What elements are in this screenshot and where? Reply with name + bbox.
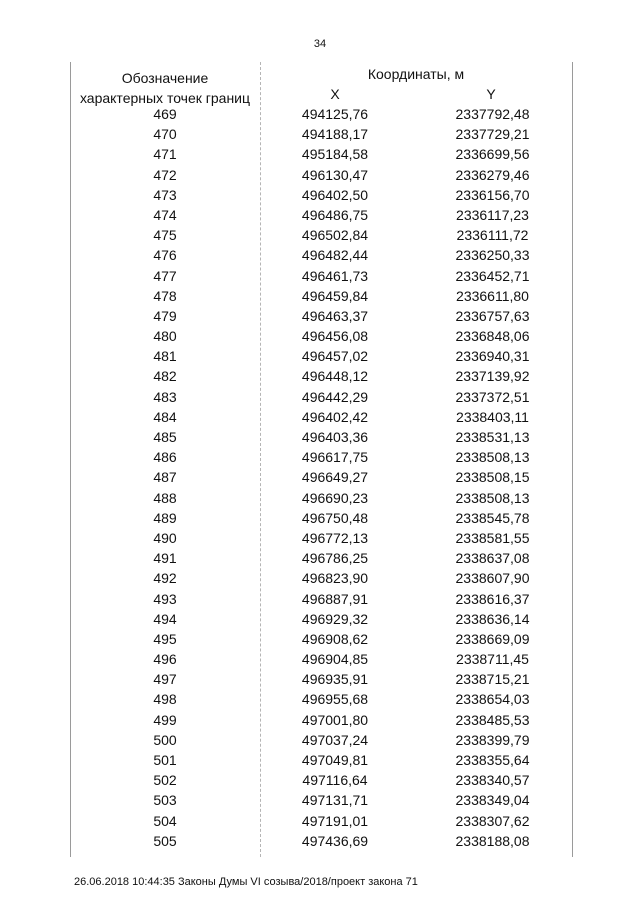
table-row bbox=[70, 669, 573, 689]
y-coordinate-cell: 2338545,78 bbox=[455, 509, 530, 526]
point-id-cell: 490 bbox=[153, 529, 177, 546]
table-row bbox=[70, 245, 573, 265]
y-coordinate-cell: 2338636,14 bbox=[455, 610, 530, 627]
x-coordinate-cell: 494125,76 bbox=[301, 106, 369, 122]
x-coordinate-cell: 497049,81 bbox=[301, 752, 369, 768]
header-point-designation bbox=[70, 68, 260, 108]
x-coordinate-cell: 496908,62 bbox=[301, 630, 369, 647]
y-coordinate-cell: 2338508,15 bbox=[455, 469, 530, 486]
y-coordinate-cell: 2338307,62 bbox=[455, 812, 530, 829]
y-coordinate-cell: 2336250,33 bbox=[455, 247, 530, 264]
table-row bbox=[70, 790, 573, 810]
x-coordinate-cell: 497131,71 bbox=[301, 792, 369, 809]
y-coordinate-cell: 2338607,90 bbox=[455, 570, 530, 587]
x-coordinate-cell: 496929,32 bbox=[301, 610, 369, 627]
table-row bbox=[70, 326, 573, 346]
table-row bbox=[70, 286, 573, 306]
point-id-cell: 499 bbox=[153, 711, 177, 728]
table-row bbox=[70, 104, 573, 124]
table-row bbox=[70, 185, 573, 205]
point-id-cell: 489 bbox=[153, 509, 177, 526]
header-coordinates: Координаты, м bbox=[367, 66, 465, 82]
table-row bbox=[70, 144, 573, 164]
point-id-cell: 481 bbox=[153, 348, 177, 365]
point-id-cell: 502 bbox=[153, 772, 177, 789]
point-id-cell: 492 bbox=[153, 570, 177, 587]
x-coordinate-cell: 496402,42 bbox=[301, 408, 369, 425]
table-row bbox=[70, 589, 573, 609]
point-id-cell: 497 bbox=[153, 671, 177, 688]
y-coordinate-cell: 2338715,21 bbox=[455, 671, 530, 688]
point-id-cell: 491 bbox=[153, 550, 177, 567]
point-id-cell: 478 bbox=[153, 287, 177, 304]
x-coordinate-cell: 497001,80 bbox=[301, 711, 369, 728]
x-coordinate-cell: 496457,02 bbox=[301, 348, 369, 365]
y-coordinate-cell: 2338654,03 bbox=[455, 691, 530, 708]
table-body bbox=[70, 104, 573, 851]
x-coordinate-cell: 497191,01 bbox=[301, 812, 369, 829]
point-id-cell: 479 bbox=[153, 307, 177, 324]
table-row bbox=[70, 750, 573, 770]
header-point-designation-line-2: характерных точек границ bbox=[79, 90, 251, 106]
point-id-cell: 487 bbox=[153, 469, 177, 486]
x-coordinate-cell: 496502,84 bbox=[301, 227, 369, 244]
y-coordinate-cell: 2338669,09 bbox=[455, 630, 530, 647]
point-id-cell: 493 bbox=[153, 590, 177, 607]
table-row bbox=[70, 225, 573, 245]
y-coordinate-cell: 2338349,04 bbox=[455, 792, 530, 809]
point-id-cell: 477 bbox=[153, 267, 177, 284]
table-row bbox=[70, 387, 573, 407]
table-row bbox=[70, 710, 573, 730]
table-row bbox=[70, 649, 573, 669]
y-coordinate-cell: 2336699,56 bbox=[455, 146, 530, 163]
table-row bbox=[70, 306, 573, 326]
y-coordinate-cell: 2337139,92 bbox=[455, 368, 530, 385]
point-id-cell: 483 bbox=[153, 388, 177, 405]
x-coordinate-cell: 496649,27 bbox=[301, 469, 369, 486]
x-coordinate-cell: 496402,50 bbox=[301, 186, 369, 203]
x-coordinate-cell: 496461,73 bbox=[301, 267, 369, 284]
y-coordinate-cell: 2336156,70 bbox=[455, 186, 530, 203]
y-coordinate-cell: 2336452,71 bbox=[455, 267, 530, 284]
x-coordinate-cell: 496786,25 bbox=[301, 550, 369, 567]
header-y: Y bbox=[486, 86, 496, 102]
x-coordinate-cell: 496403,36 bbox=[301, 429, 369, 445]
header-point-designation-line-1: Обозначение bbox=[121, 70, 209, 86]
table-row bbox=[70, 770, 573, 790]
x-coordinate-cell: 496904,85 bbox=[301, 651, 369, 668]
point-id-cell: 495 bbox=[153, 630, 177, 647]
x-coordinate-cell: 496459,84 bbox=[301, 287, 369, 304]
point-id-cell: 505 bbox=[153, 832, 177, 849]
y-coordinate-cell: 2336279,46 bbox=[455, 166, 530, 183]
x-coordinate-cell: 496463,37 bbox=[301, 307, 369, 324]
y-coordinate-cell: 2338399,79 bbox=[455, 731, 530, 748]
table-row bbox=[70, 568, 573, 588]
point-id-cell: 473 bbox=[153, 186, 177, 203]
x-coordinate-cell: 496456,08 bbox=[301, 328, 369, 345]
point-id-cell: 476 bbox=[153, 247, 177, 264]
point-id-cell: 504 bbox=[153, 812, 177, 829]
point-id-cell: 498 bbox=[153, 691, 177, 708]
table-row bbox=[70, 528, 573, 548]
y-coordinate-cell: 2337372,51 bbox=[455, 388, 530, 405]
table-row bbox=[70, 165, 573, 185]
x-coordinate-cell: 496617,75 bbox=[301, 449, 369, 466]
table-row bbox=[70, 831, 573, 851]
point-id-cell: 496 bbox=[153, 651, 177, 668]
table-row bbox=[70, 811, 573, 831]
point-id-cell: 470 bbox=[153, 126, 177, 143]
x-coordinate-cell: 495184,58 bbox=[301, 146, 369, 163]
y-coordinate-cell: 2336757,63 bbox=[455, 307, 530, 324]
table-row bbox=[70, 124, 573, 144]
y-coordinate-cell: 2338340,57 bbox=[455, 772, 530, 789]
point-id-cell: 494 bbox=[153, 610, 177, 627]
x-coordinate-cell: 496772,13 bbox=[301, 529, 369, 546]
table-row bbox=[70, 407, 573, 427]
table-row bbox=[70, 266, 573, 286]
x-coordinate-cell: 496750,48 bbox=[301, 509, 369, 526]
x-coordinate-cell: 496823,90 bbox=[301, 570, 369, 587]
y-coordinate-cell: 2336111,72 bbox=[456, 227, 529, 244]
x-coordinate-cell: 496887,91 bbox=[301, 590, 369, 607]
y-coordinate-cell: 2337729,21 bbox=[455, 126, 530, 143]
x-coordinate-cell: 496690,23 bbox=[301, 489, 369, 506]
point-id-cell: 503 bbox=[153, 792, 177, 809]
point-id-cell: 501 bbox=[153, 752, 177, 768]
table-row bbox=[70, 629, 573, 649]
table-row bbox=[70, 508, 573, 528]
table-row bbox=[70, 427, 573, 447]
point-id-cell: 482 bbox=[153, 368, 177, 385]
y-coordinate-cell: 2336611,80 bbox=[456, 287, 529, 304]
y-coordinate-cell: 2336848,06 bbox=[455, 328, 530, 345]
point-id-cell: 480 bbox=[153, 328, 177, 345]
point-id-cell: 488 bbox=[153, 489, 177, 506]
footer-stamp: 26.06.2018 10:44:35 Законы Думы VI созыва/2018/проект закона 71 bbox=[74, 876, 418, 888]
table-row bbox=[70, 447, 573, 467]
x-coordinate-cell: 496482,44 bbox=[301, 247, 369, 264]
y-coordinate-cell: 2338355,64 bbox=[455, 752, 530, 768]
point-id-cell: 471 bbox=[153, 146, 177, 163]
x-coordinate-cell: 496442,29 bbox=[301, 388, 369, 405]
y-coordinate-cell: 2338637,08 bbox=[455, 550, 530, 567]
x-coordinate-cell: 497436,69 bbox=[301, 832, 369, 849]
table-row bbox=[70, 346, 573, 366]
x-coordinate-cell: 497037,24 bbox=[301, 731, 369, 748]
y-coordinate-cell: 2338616,37 bbox=[455, 590, 530, 607]
coordinates-table bbox=[70, 62, 573, 857]
y-coordinate-cell: 2337792,48 bbox=[455, 106, 530, 122]
point-id-cell: 474 bbox=[153, 206, 177, 223]
x-coordinate-cell: 496448,12 bbox=[301, 368, 369, 385]
x-coordinate-cell: 497116,64 bbox=[302, 772, 368, 789]
y-coordinate-cell: 2338531,13 bbox=[455, 429, 530, 445]
point-id-cell: 472 bbox=[153, 166, 177, 183]
table-row bbox=[70, 730, 573, 750]
y-coordinate-cell: 2336940,31 bbox=[455, 348, 530, 365]
y-coordinate-cell: 2338581,55 bbox=[455, 529, 530, 546]
page-number: 34 bbox=[313, 38, 327, 50]
x-coordinate-cell: 496955,68 bbox=[301, 691, 369, 708]
point-id-cell: 485 bbox=[153, 429, 177, 445]
table-row bbox=[70, 366, 573, 386]
y-coordinate-cell: 2338508,13 bbox=[455, 489, 530, 506]
point-id-cell: 484 bbox=[153, 408, 177, 425]
table-row bbox=[70, 548, 573, 568]
y-coordinate-cell: 2338403,11 bbox=[456, 408, 529, 425]
table-row bbox=[70, 467, 573, 487]
table-row bbox=[70, 689, 573, 709]
table-row bbox=[70, 488, 573, 508]
x-coordinate-cell: 494188,17 bbox=[301, 126, 369, 143]
point-id-cell: 486 bbox=[153, 449, 177, 466]
y-coordinate-cell: 2338485,53 bbox=[455, 711, 530, 728]
y-coordinate-cell: 2336117,23 bbox=[456, 206, 529, 223]
table-row bbox=[70, 609, 573, 629]
point-id-cell: 500 bbox=[153, 731, 177, 748]
y-coordinate-cell: 2338711,45 bbox=[456, 651, 529, 668]
point-id-cell: 475 bbox=[153, 227, 177, 244]
point-id-cell: 469 bbox=[153, 106, 177, 122]
x-coordinate-cell: 496130,47 bbox=[301, 166, 369, 183]
x-coordinate-cell: 496935,91 bbox=[301, 671, 369, 688]
y-coordinate-cell: 2338188,08 bbox=[455, 832, 530, 849]
y-coordinate-cell: 2338508,13 bbox=[455, 449, 530, 466]
header-x: X bbox=[330, 86, 340, 102]
x-coordinate-cell: 496486,75 bbox=[301, 206, 369, 223]
table-row bbox=[70, 205, 573, 225]
